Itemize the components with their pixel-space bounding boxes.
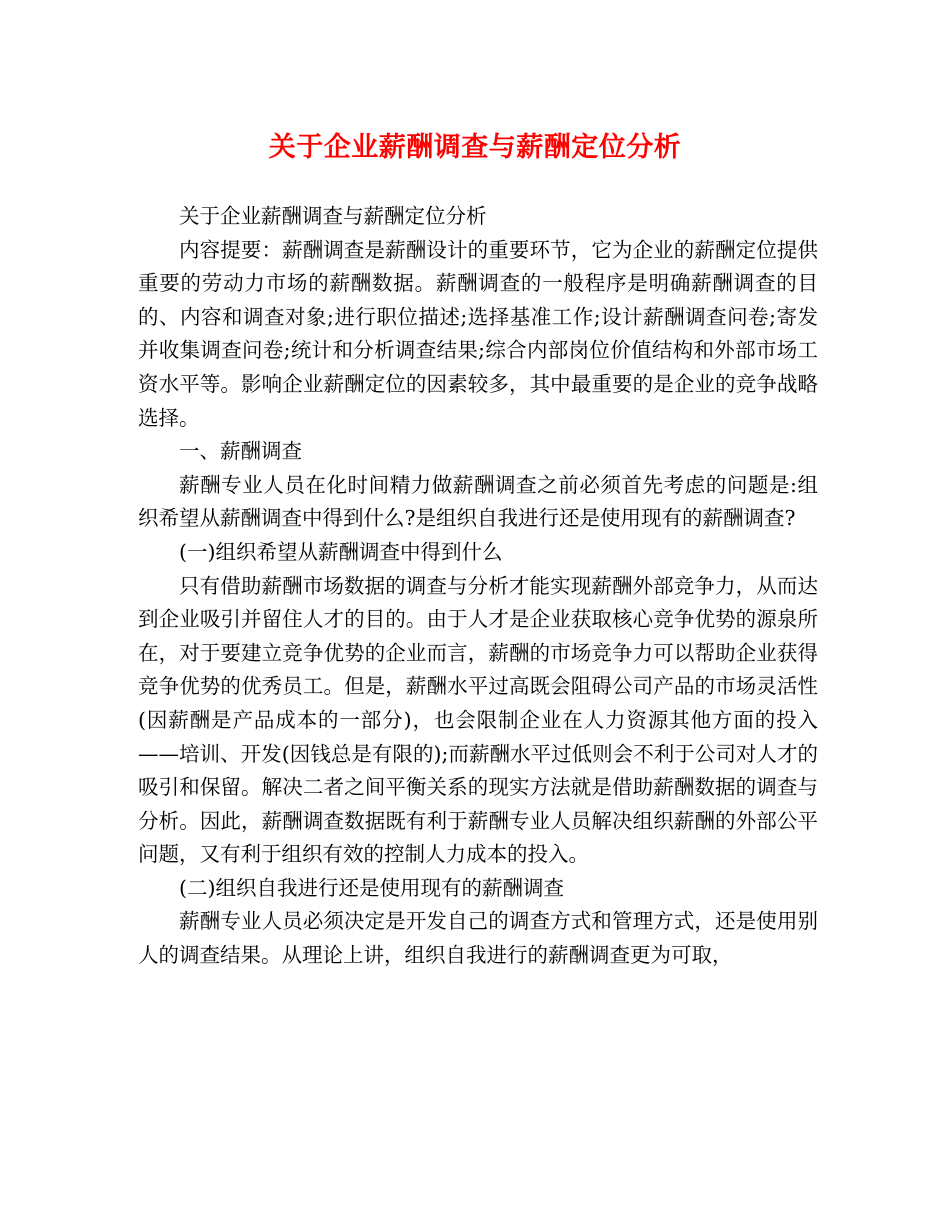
paragraph-abstract: 内容提要：薪酬调查是薪酬设计的重要环节，它为企业的薪酬定位提供重要的劳动力市场的薪酬数据。薪酬调查的一般程序是明确薪酬调查的目的、内容和调查对象;进行职位描述;选择基准工作;设计薪酬调查问卷;寄发并收集调查问卷;统计和分析调查结果;综合内部岗位价值结构和外部市场工资水平等。影响企业薪酬定位的因素较多，其中最重要的是企业的竞争战略选择。: [138, 237, 818, 430]
paragraph-intro: 薪酬专业人员在化时间精力做薪酬调查之前必须首先考虑的问题是:组织希望从薪酬调查中得到什么?是组织自我进行还是使用现有的薪酬调查?: [138, 472, 818, 531]
document-title: 关于企业薪酬调查与薪酬定位分析: [268, 132, 682, 163]
subsection-heading-2: (二)组织自我进行还是使用现有的薪酬调查: [179, 875, 564, 900]
document-body: [138, 200, 818, 973]
paragraph-body-2: 薪酬专业人员必须决定是开发自己的调查方式和管理方式，还是使用别人的调查结果。从理论上讲，组织自我进行的薪酬调查更为可取，: [138, 909, 818, 968]
paragraph-body-1: 只有借助薪酬市场数据的调查与分析才能实现薪酬外部竞争力，从而达到企业吸引并留住人才的目的。由于人才是企业获取核心竞争优势的源泉所在，对于要建立竞争优势的企业而言，薪酬的市场竞争力可以帮助企业获得竞争优势的优秀员工。但是，薪酬水平过高既会阻碍公司产品的市场灵活性(因薪酬是产品成本的一部分)，也会限制企业在人力资源其他方面的投入——培训、开发(因钱总是有限的);而薪酬水平过低则会不利于公司对人才的吸引和保留。解决二者之间平衡关系的现实方法就是借助薪酬数据的调查与分析。因此，薪酬调查数据既有利于薪酬专业人员解决组织薪酬的外部公平问题，又有利于组织有效的控制人力成本的投入。: [138, 573, 818, 867]
subsection-heading-1: (一)组织希望从薪酬调查中得到什么: [179, 539, 503, 564]
paragraph-subtitle: 关于企业薪酬调查与薪酬定位分析: [179, 204, 487, 228]
section-heading-1: 一、薪酬调查: [179, 439, 302, 464]
